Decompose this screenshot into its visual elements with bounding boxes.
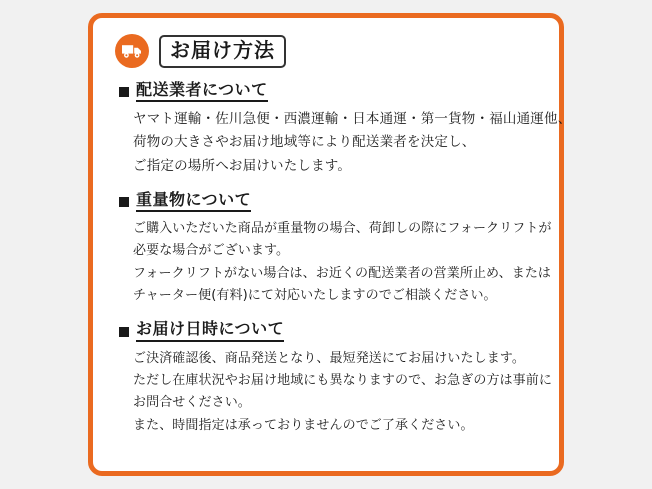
body-line: ヤマト運輸・佐川急便・西濃運輸・日本通運・第一貨物・福山通運他、 <box>133 111 572 128</box>
section-heavy-items <box>115 189 552 308</box>
body-line: チャーター便(有料)にて対応いたしますのでご相談ください。 <box>133 288 497 304</box>
card-inner <box>93 18 572 447</box>
page-title: お届け方法 <box>170 37 275 62</box>
section-title: お届け日時について <box>136 319 284 341</box>
body-line: フォークリフトがない場合は、お近くの配送業者の営業所止め、または <box>133 265 552 281</box>
body-line: ご決済確認後、商品発送となり、最短発送にてお届けいたします。 <box>133 350 525 366</box>
section-title: 重量物について <box>136 190 251 212</box>
delivery-info-card <box>88 13 572 476</box>
section-header <box>115 190 537 212</box>
body-line: また、時間指定は承っておりませんのでご了承ください。 <box>133 417 474 433</box>
body-line: ただし在庫状況やお届け地域にも異なりますので、お急ぎの方は事前に <box>133 373 552 389</box>
square-bullet-icon <box>119 327 129 337</box>
section-title: 配送業者について <box>136 80 268 102</box>
delivery-truck-icon <box>115 34 149 68</box>
body-line: ご購入いただいた商品が重量物の場合、荷卸しの際にフォークリフトが <box>133 221 552 237</box>
section-body <box>133 218 552 307</box>
body-line: 荷物の大きさやお届け地域等により配送業者を決定し、 <box>133 134 476 151</box>
body-line: ご指定の場所へお届けいたします。 <box>133 157 352 174</box>
section-body <box>133 348 552 437</box>
section-header <box>115 319 537 341</box>
section-delivery-datetime <box>115 319 552 437</box>
page-title-box <box>159 35 286 68</box>
square-bullet-icon <box>119 87 129 97</box>
section-body <box>133 108 572 178</box>
section-shipping-carriers <box>115 80 572 178</box>
square-bullet-icon <box>119 197 129 207</box>
body-line: お問合せください。 <box>133 395 251 411</box>
card-header <box>115 34 537 68</box>
body-line: 必要な場合がございます。 <box>133 243 290 259</box>
section-header <box>115 80 537 102</box>
